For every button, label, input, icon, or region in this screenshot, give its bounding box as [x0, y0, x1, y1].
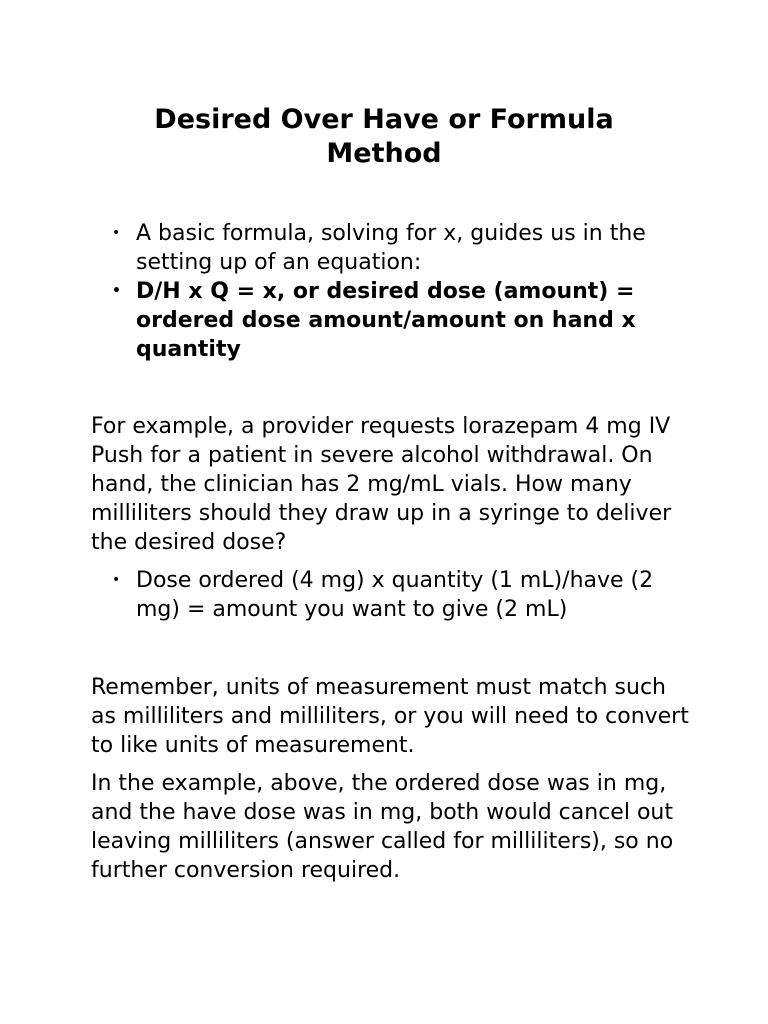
bullet-text: Dose ordered (4 mg) x quantity (1 mL)/have (2 mg) = amount you want to give (2 mL) [136, 568, 654, 622]
bullet-text: D/H x Q = x, or desired dose (amount) = ordered dose amount/amount on hand x quantity [136, 279, 636, 362]
bullet-icon: • [112, 225, 121, 241]
remember-paragraph: Remember, units of measurement must match such as milliliters and milliliters, or you will need to convert to like units of measurement. [91, 675, 689, 758]
bullet-icon: • [112, 283, 121, 299]
list-item [0, 277, 768, 364]
list-item [0, 566, 768, 624]
conclusion-paragraph: In the example, above, the ordered dose was in mg, and the have dose was in mg, both would cancel out leaving milliliters (answer called for milliliters), so no further conversion required. [91, 771, 674, 883]
bullet-icon: • [112, 572, 121, 588]
page-title: Desired Over Have or Formula Method [154, 104, 614, 169]
example-paragraph: For example, a provider requests lorazepam 4 mg IV Push for a patient in severe alcohol withdrawal. On hand, the clinician has 2 mg/mL vials. How many milliliters should they draw up in a syringe to deliver the desired dose? [91, 414, 672, 555]
bullet-text: A basic formula, solving for x, guides us in the setting up of an equation: [136, 221, 646, 275]
formula-bullet-list [0, 219, 768, 364]
list-item [0, 219, 768, 277]
example-bullet-list [0, 566, 768, 624]
